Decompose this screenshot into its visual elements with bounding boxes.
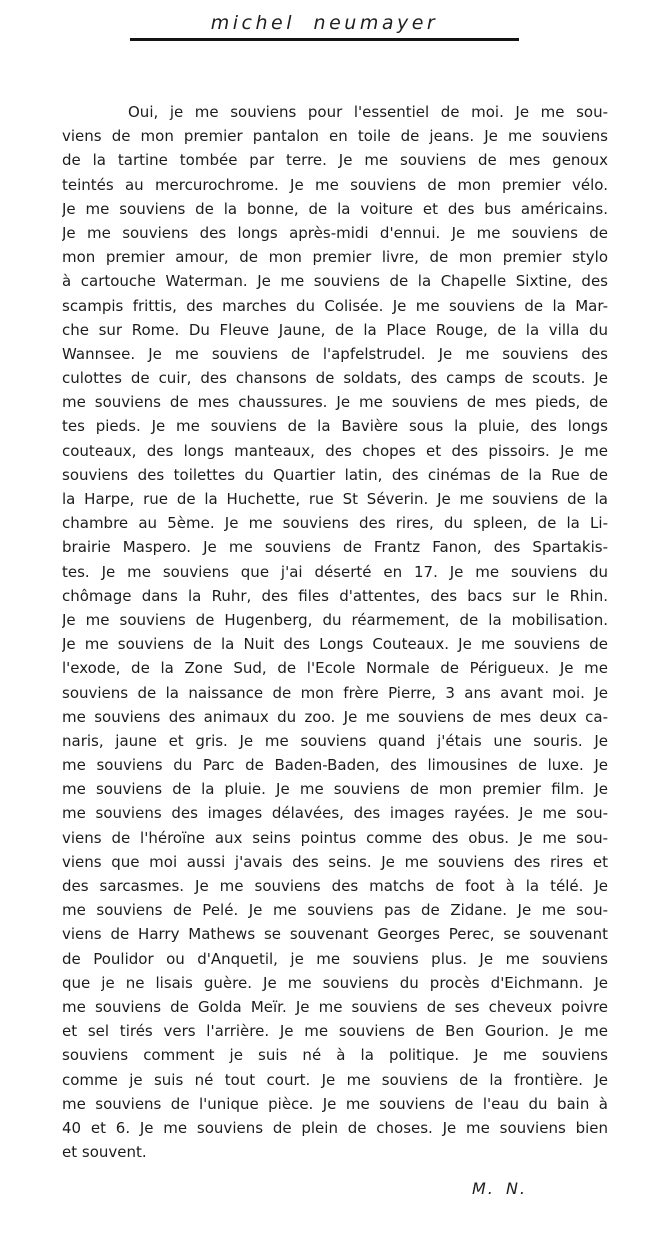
text-line: des sarcasmes. Je me souviens des matchs de foot à la télé. Je: [62, 877, 608, 895]
text-line: me souviens des animaux du zoo. Je me souviens de mes deux ca-: [62, 707, 608, 726]
text-line: de Poulidor ou d'Anquetil, je me souviens plus. Je me souviens: [62, 949, 608, 968]
text-line: teintés au mercurochrome. Je me souviens de mon premier vélo.: [62, 175, 608, 194]
text-line: naris, jaune et gris. Je me souviens quand j'étais une souris. Je: [62, 731, 608, 750]
text-line: 40 et 6. Je me souviens de plein de choses. Je me souviens bien: [62, 1118, 608, 1137]
text-line: souviens des toilettes du Quartier latin, des cinémas de la Rue de: [62, 465, 608, 484]
text-line: Wannsee. Je me souviens de l'apfelstrudel. Je me souviens des: [62, 344, 608, 363]
text-line: mon premier amour, de mon premier livre, de mon premier stylo: [62, 248, 608, 267]
header-rule: [130, 38, 519, 41]
text-line: Je me souviens de la bonne, de la voiture et des bus américains.: [62, 199, 608, 218]
signature: M. N.: [471, 1179, 527, 1198]
text-line: Je me souviens des longs après-midi d'ennui. Je me souviens de: [62, 223, 608, 242]
text-line: couteaux, des longs manteaux, des chopes et des pissoirs. Je me: [62, 441, 608, 460]
text-line: Je me souviens de la Nuit des Longs Couteaux. Je me souviens de: [62, 635, 608, 654]
text-line: viens que moi aussi j'avais des seins. Je me souviens des rires et: [62, 852, 608, 871]
text-line: me souviens du Parc de Baden-Baden, des limousines de luxe. Je: [62, 756, 608, 775]
text-line: viens de Harry Mathews se souvenant Georges Perec, se souvenant: [62, 925, 608, 944]
text-line: me souviens des images délavées, des images rayées. Je me sou-: [62, 804, 608, 823]
text-line: tes pieds. Je me souviens de la Bavière sous la pluie, des longs: [62, 417, 608, 436]
text-line: à cartouche Waterman. Je me souviens de la Chapelle Sixtine, des: [62, 272, 608, 291]
text-line: culottes de cuir, des chansons de soldats, des camps de scouts. Je: [62, 369, 608, 388]
text-line: me souviens de mes chaussures. Je me souviens de mes pieds, de: [62, 393, 608, 412]
text-line: viens de l'héroïne aux seins pointus comme des obus. Je me sou-: [62, 828, 608, 847]
text-line: brairie Maspero. Je me souviens de Frantz Fanon, des Spartakis-: [62, 538, 608, 557]
text-line: souviens comment je suis né à la politique. Je me souviens: [62, 1046, 608, 1065]
text-line: comme je suis né tout court. Je me souviens de la frontière. Je: [62, 1070, 608, 1089]
text-line: viens de mon premier pantalon en toile de jeans. Je me souviens: [62, 127, 608, 146]
author-header: [130, 10, 519, 41]
text-line: la Harpe, rue de la Huchette, rue St Séverin. Je me souviens de la: [62, 490, 608, 508]
text-line: et sel tirés vers l'arrière. Je me souviens de Ben Gourion. Je me: [62, 1022, 608, 1041]
author-name: michel neumayer: [210, 12, 439, 34]
text-line: Oui, je me souviens pour l'essentiel de moi. Je me sou-: [128, 103, 608, 121]
text-line: che sur Rome. Du Fleuve Jaune, de la Place Rouge, de la villa du: [62, 320, 608, 339]
text-line: chambre au 5ème. Je me souviens des rires, du spleen, de la Li-: [62, 514, 608, 533]
text-line: Je me souviens de Hugenberg, du réarmement, de la mobilisation.: [62, 610, 608, 629]
text-line: chômage dans la Ruhr, des files d'attentes, des bacs sur le Rhin.: [62, 586, 608, 605]
text-line: tes. Je me souviens que j'ai déserté en 17. Je me souviens du: [62, 562, 608, 581]
text-line: souviens de la naissance de mon frère Pierre, 3 ans avant moi. Je: [62, 683, 608, 702]
text-line: me souviens de Golda Meïr. Je me souviens de ses cheveux poivre: [62, 997, 608, 1016]
body-text: [62, 100, 608, 1164]
text-line: scampis frittis, des marches du Colisée. Je me souviens de la Mar-: [62, 296, 608, 315]
text-line: me souviens de la pluie. Je me souviens de mon premier film. Je: [62, 780, 608, 799]
text-line: me souviens de Pelé. Je me souviens pas de Zidane. Je me sou-: [62, 901, 608, 920]
text-line: et souvent.: [62, 1143, 147, 1162]
text-line: de la tartine tombée par terre. Je me souviens de mes genoux: [62, 151, 608, 170]
text-line: me souviens de l'unique pièce. Je me souviens de l'eau du bain à: [62, 1094, 608, 1113]
text-line: l'exode, de la Zone Sud, de l'Ecole Normale de Périgueux. Je me: [62, 659, 608, 678]
text-line: que je ne lisais guère. Je me souviens du procès d'Eichmann. Je: [62, 973, 608, 992]
